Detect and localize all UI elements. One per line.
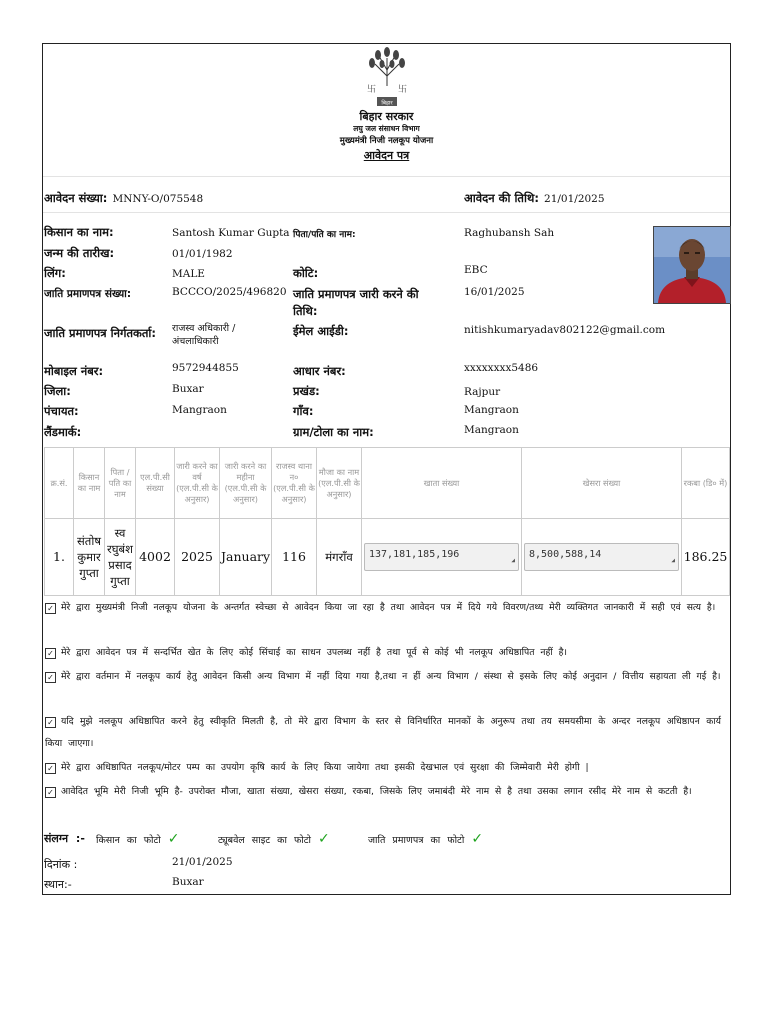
cell-area: 186.25 bbox=[682, 519, 730, 596]
col-header-farmer: किसान का नाम bbox=[74, 448, 105, 519]
checkbox-checked-icon[interactable]: ✓ bbox=[45, 603, 56, 614]
application-number-label: आवेदन संख्या: bbox=[44, 191, 108, 205]
panchayat-label: पंचायत: bbox=[44, 404, 79, 418]
caste-cert-number: BCCCO/2025/496820 bbox=[172, 286, 287, 298]
col-header-year: जारी करने का वर्ष (एल.पी.सी के अनुसार) bbox=[175, 448, 220, 519]
check-mark-icon: ✓ bbox=[167, 831, 180, 847]
declaration-item bbox=[45, 711, 721, 755]
resize-handle-icon: ◢ bbox=[671, 557, 675, 564]
checkbox-checked-icon[interactable]: ✓ bbox=[45, 763, 56, 774]
cell-farmer: संतोष कुमार गुप्ता bbox=[74, 519, 105, 596]
caste-cert-date: 16/01/2025 bbox=[464, 286, 525, 298]
attachment-caste-cert-photo: जाति प्रमाणपत्र का फोटो bbox=[368, 835, 465, 846]
cell-father: स्व रघुबंश प्रसाद गुप्ता bbox=[105, 519, 136, 596]
col-header-thana: राजस्व थाना न० (एल.पी.सी के अनुसार) bbox=[272, 448, 317, 519]
block-label: प्रखंड: bbox=[293, 384, 320, 398]
form-title: आवेदन पत्र bbox=[363, 149, 410, 162]
declaration-item bbox=[45, 757, 721, 779]
father-name-label: पिता/पति का नाम: bbox=[293, 230, 356, 240]
checkbox-checked-icon[interactable]: ✓ bbox=[45, 648, 56, 659]
khata-number-field[interactable] bbox=[364, 543, 519, 571]
village-label: गाँव: bbox=[293, 404, 314, 418]
attachment-farmer-photo: किसान का फोटो bbox=[96, 835, 161, 846]
khesra-number: 8,500,588,14 bbox=[529, 549, 602, 560]
caste-cert-issuer: राजस्व अधिकारी / अंचलाधिकारी bbox=[172, 323, 236, 347]
gender-label: लिंग: bbox=[44, 266, 66, 280]
gender: MALE bbox=[172, 268, 205, 280]
caste-cert-issuer-label: जाति प्रमाणपत्र निर्गतकर्ता: bbox=[44, 326, 156, 340]
divider bbox=[43, 176, 730, 177]
attachment-tubewell-photo: ट्यूबवेल साइट का फोटो bbox=[218, 835, 311, 846]
footer-place-label: स्थान:- bbox=[44, 878, 72, 891]
cell-thana: 116 bbox=[272, 519, 317, 596]
applicant-photo bbox=[653, 226, 731, 304]
government-name: बिहार सरकार bbox=[359, 110, 414, 123]
col-header-area: रकबा (डि० में) bbox=[682, 448, 730, 519]
checkbox-checked-icon[interactable]: ✓ bbox=[45, 787, 56, 798]
category-label: कोटि: bbox=[293, 266, 319, 280]
checkbox-checked-icon[interactable]: ✓ bbox=[45, 672, 56, 683]
svg-text:बिहार: बिहार bbox=[381, 100, 393, 107]
aadhaar-label: आधार नंबर: bbox=[293, 364, 346, 378]
declaration-text: मेरे द्वारा मुख्यमंत्री निजी नलकूप योजना के अन्तर्गत स्वेच्छा से आवेदन किया जा रहा है तथा आवेदन पत्र में दिये गये विवरण/तथ्य मेरी व्यक्तिगत जानकारी में सही एवं सत्य है। bbox=[61, 602, 716, 613]
checkbox-checked-icon[interactable]: ✓ bbox=[45, 717, 56, 728]
declaration-text: मेरे द्वारा वर्तमान में नलकूप कार्य हेतु आवेदन किसी अन्य विभाग में नहीं दिया गया है,तथा न हीं अन्य विभाग / संस्था से इसके लिए कोई अनुदान / वित्तीय सहायता ली गई है। bbox=[61, 671, 721, 682]
table-header-row bbox=[45, 448, 730, 519]
mobile: 9572944855 bbox=[172, 362, 239, 374]
col-header-khesra: खेसरा संख्या bbox=[522, 448, 682, 519]
caste-cert-date-label: जाति प्रमाणपत्र जारी करने की तिथि: bbox=[293, 287, 419, 318]
footer-date-label: दिनांक : bbox=[44, 858, 78, 871]
svg-text:卐: 卐 bbox=[367, 85, 377, 95]
application-number: MNNY-O/075548 bbox=[112, 193, 204, 205]
check-mark-icon: ✓ bbox=[471, 831, 484, 847]
col-header-month: जारी करने का महीना (एल.पी.सी के अनुसार) bbox=[220, 448, 272, 519]
declaration-text: आवेदित भूमि मेरी निजी भूमि है- उपरोक्त मौजा, खाता संख्या, खेसरा संख्या, रकबा, जिसके लिए जमाबंदी मेरे नाम से है तथा उसका लगान रसीद मेरे नाम से कटती है। bbox=[61, 786, 692, 797]
col-header-mauja: मौजा का नाम (एल.पी.सी के अनुसार) bbox=[317, 448, 362, 519]
tola: Mangraon bbox=[464, 424, 519, 436]
declaration-item bbox=[45, 597, 721, 619]
resize-handle-icon: ◢ bbox=[511, 557, 515, 564]
person-photo-icon bbox=[654, 227, 730, 303]
aadhaar: xxxxxxxx5486 bbox=[464, 362, 539, 374]
declaration-text: यदि मुझे नलकूप अधिष्ठापित करने हेतु स्वीकृति मिलती है, तो मेरे द्वारा विभाग के स्तर से विनिर्धारित मानकों के अनुरूप तथा तय समयसीमा के अन्दर नलकूप अधिष्ठापन कार्य किया जाएगा। bbox=[45, 716, 721, 749]
declaration-item bbox=[45, 642, 721, 664]
tola-label: ग्राम/टोला का नाम: bbox=[293, 425, 374, 439]
dob-label: जन्म की तारीख: bbox=[44, 246, 115, 260]
col-header-lpc-no: एल.पी.सी संख्या bbox=[136, 448, 175, 519]
village: Mangraon bbox=[464, 404, 519, 416]
caste-cert-number-label: जाति प्रमाणपत्र संख्या: bbox=[44, 288, 132, 300]
col-header-sno: क्र.सं. bbox=[45, 448, 74, 519]
landmark-label: लैंडमार्क: bbox=[44, 425, 82, 439]
declaration-text: मेरे द्वारा आवेदन पत्र में सन्दर्भित खेत के लिए कोई सिंचाई का साधन उपलब्ध नहीं है तथा पूर्व से कोई भी नलकूप अधिष्ठापित नहीं है। bbox=[61, 647, 567, 658]
dob: 01/01/1982 bbox=[172, 248, 233, 260]
svg-text:卐: 卐 bbox=[398, 85, 408, 95]
khesra-number-field[interactable] bbox=[524, 543, 679, 571]
divider bbox=[43, 212, 730, 213]
farmer-name: Santosh Kumar Gupta bbox=[172, 227, 290, 239]
scheme-name: मुख्यमंत्री निजी नलकूप योजना bbox=[339, 136, 434, 146]
category: EBC bbox=[464, 264, 488, 276]
cell-lpc-no: 4002 bbox=[136, 519, 175, 596]
panchayat: Mangraon bbox=[172, 404, 227, 416]
footer-date: 21/01/2025 bbox=[172, 856, 233, 868]
col-header-khata: खाता संख्या bbox=[362, 448, 522, 519]
land-details-table bbox=[44, 447, 730, 596]
application-date-label: आवेदन की तिथि: bbox=[464, 191, 539, 205]
father-name: Raghubansh Sah bbox=[464, 227, 555, 239]
department-name: लघु जल संसाधन विभाग bbox=[353, 124, 420, 133]
block: Rajpur bbox=[464, 386, 501, 398]
check-mark-icon: ✓ bbox=[318, 831, 330, 847]
table-row bbox=[45, 519, 730, 596]
mobile-label: मोबाइल नंबर: bbox=[44, 364, 104, 378]
district-label: जिला: bbox=[44, 384, 71, 398]
application-date: 21/01/2025 bbox=[544, 193, 605, 205]
email: nitishkumaryadav802122@gmail.com bbox=[464, 324, 666, 336]
declaration-item bbox=[45, 781, 721, 803]
email-label: ईमेल आईडी: bbox=[293, 324, 349, 338]
declaration-item bbox=[45, 666, 721, 688]
declaration-text: मेरे द्वारा अधिष्ठापित नलकूप/मोटर पम्प का उपयोग कृषि कार्य के लिए किया जायेगा तथा इसकी देखभाल एवं सुरक्षा की जिम्मेवारी मेरी होगी | bbox=[61, 762, 589, 773]
col-header-father: पिता / पति का नाम bbox=[105, 448, 136, 519]
footer-place: Buxar bbox=[172, 876, 204, 888]
cell-month: January bbox=[220, 519, 272, 596]
attachments-label: संलग्न :- bbox=[44, 832, 85, 845]
bihar-emblem-logo bbox=[362, 46, 412, 108]
khata-number: 137,181,185,196 bbox=[369, 549, 460, 560]
farmer-name-label: किसान का नाम: bbox=[44, 225, 114, 239]
cell-mauja: मंगराँव bbox=[317, 519, 362, 596]
district: Buxar bbox=[172, 383, 204, 395]
cell-year: 2025 bbox=[175, 519, 220, 596]
cell-sno: 1. bbox=[45, 519, 74, 596]
